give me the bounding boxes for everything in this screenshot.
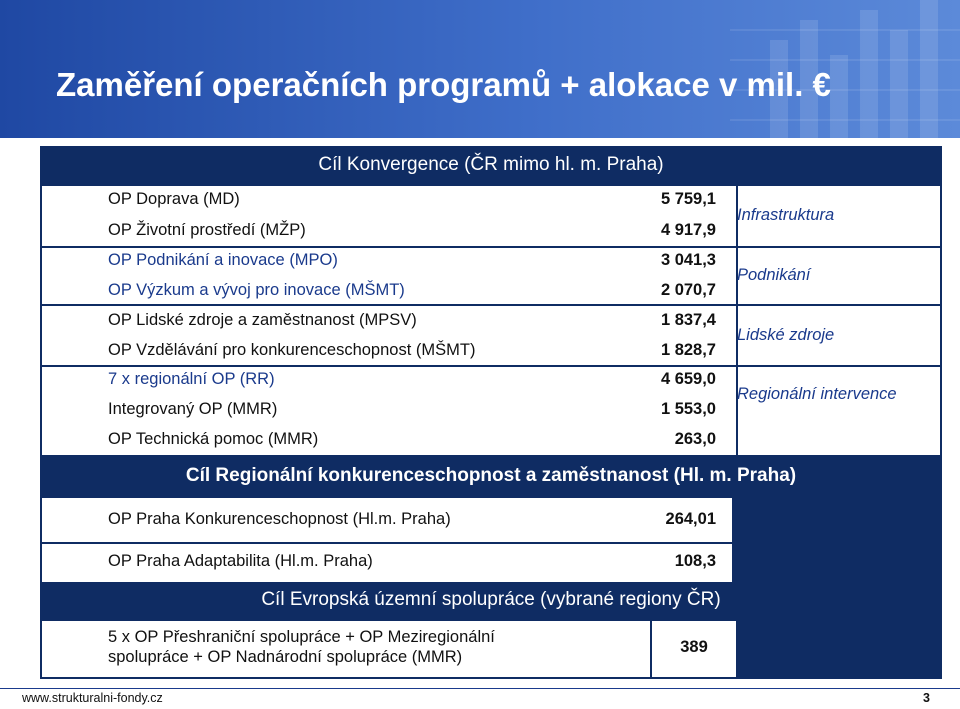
category-label-business: Podnikání [737, 266, 811, 284]
row-value: 4 659,0 [660, 370, 716, 388]
category-label-infrastructure: Infrastruktura [737, 206, 835, 224]
row-value: 108,3 [674, 552, 716, 570]
footer-url: www.strukturalni-fondy.cz [22, 691, 163, 705]
row-name: OP Vzdělávání pro konkurenceschopnost (MŠMT) [108, 341, 476, 359]
row-name: Integrovaný OP (MMR) [108, 400, 278, 418]
category-label-human-resources: Lidské zdroje [737, 326, 835, 344]
territorial-heading: Cíl Evropská územní spolupráce (vybrané regiony ČR) [261, 589, 721, 610]
row-name: OP Podnikání a inovace (MPO) [108, 251, 338, 269]
row-value: 1 837,4 [660, 311, 716, 329]
row-name: OP Praha Adaptabilita (Hl.m. Praha) [108, 552, 373, 570]
row-value: 3 041,3 [660, 251, 716, 269]
allocation-table [40, 146, 942, 679]
row-value: 263,0 [674, 430, 716, 448]
row-value: 1 828,7 [660, 341, 716, 359]
slide-header [0, 0, 960, 138]
row-name: OP Technická pomoc (MMR) [108, 430, 319, 448]
territorial-row-name-line-1: 5 x OP Přeshraniční spolupráce + OP Meziregionální [108, 628, 495, 646]
row-value: 5 759,1 [660, 190, 716, 208]
row-name: OP Praha Konkurenceschopnost (Hl.m. Praha) [108, 510, 451, 528]
row-name: OP Doprava (MD) [108, 190, 240, 208]
row-name: OP Lidské zdroje a zaměstnanost (MPSV) [108, 311, 417, 329]
row-value: 4 917,9 [660, 221, 716, 239]
slide-title: Zaměření operačních programů + alokace v mil. € [56, 66, 831, 103]
row-value: 1 553,0 [660, 400, 716, 418]
row-value: 2 070,7 [660, 281, 716, 299]
row-name: 7 x regionální OP (RR) [108, 370, 275, 388]
competitiveness-heading: Cíl Regionální konkurenceschopnost a zaměstnanost (Hl. m. Praha) [185, 465, 797, 486]
convergence-heading: Cíl Konvergence (ČR mimo hl. m. Praha) [318, 154, 664, 175]
group-regional-label-cell [738, 367, 940, 455]
territorial-row-name-line-2: spolupráce + OP Nadnárodní spolupráce (MMR) [108, 648, 463, 666]
footer-divider [0, 688, 960, 689]
territorial-row-value: 389 [680, 638, 708, 656]
row-value: 264,01 [665, 510, 716, 528]
row-name: OP Výzkum a vývoj pro inovace (MŠMT) [108, 281, 405, 299]
row-name: OP Životní prostředí (MŽP) [108, 221, 306, 239]
category-label-regional: Regionální intervence [737, 385, 897, 403]
page-number: 3 [923, 691, 930, 705]
